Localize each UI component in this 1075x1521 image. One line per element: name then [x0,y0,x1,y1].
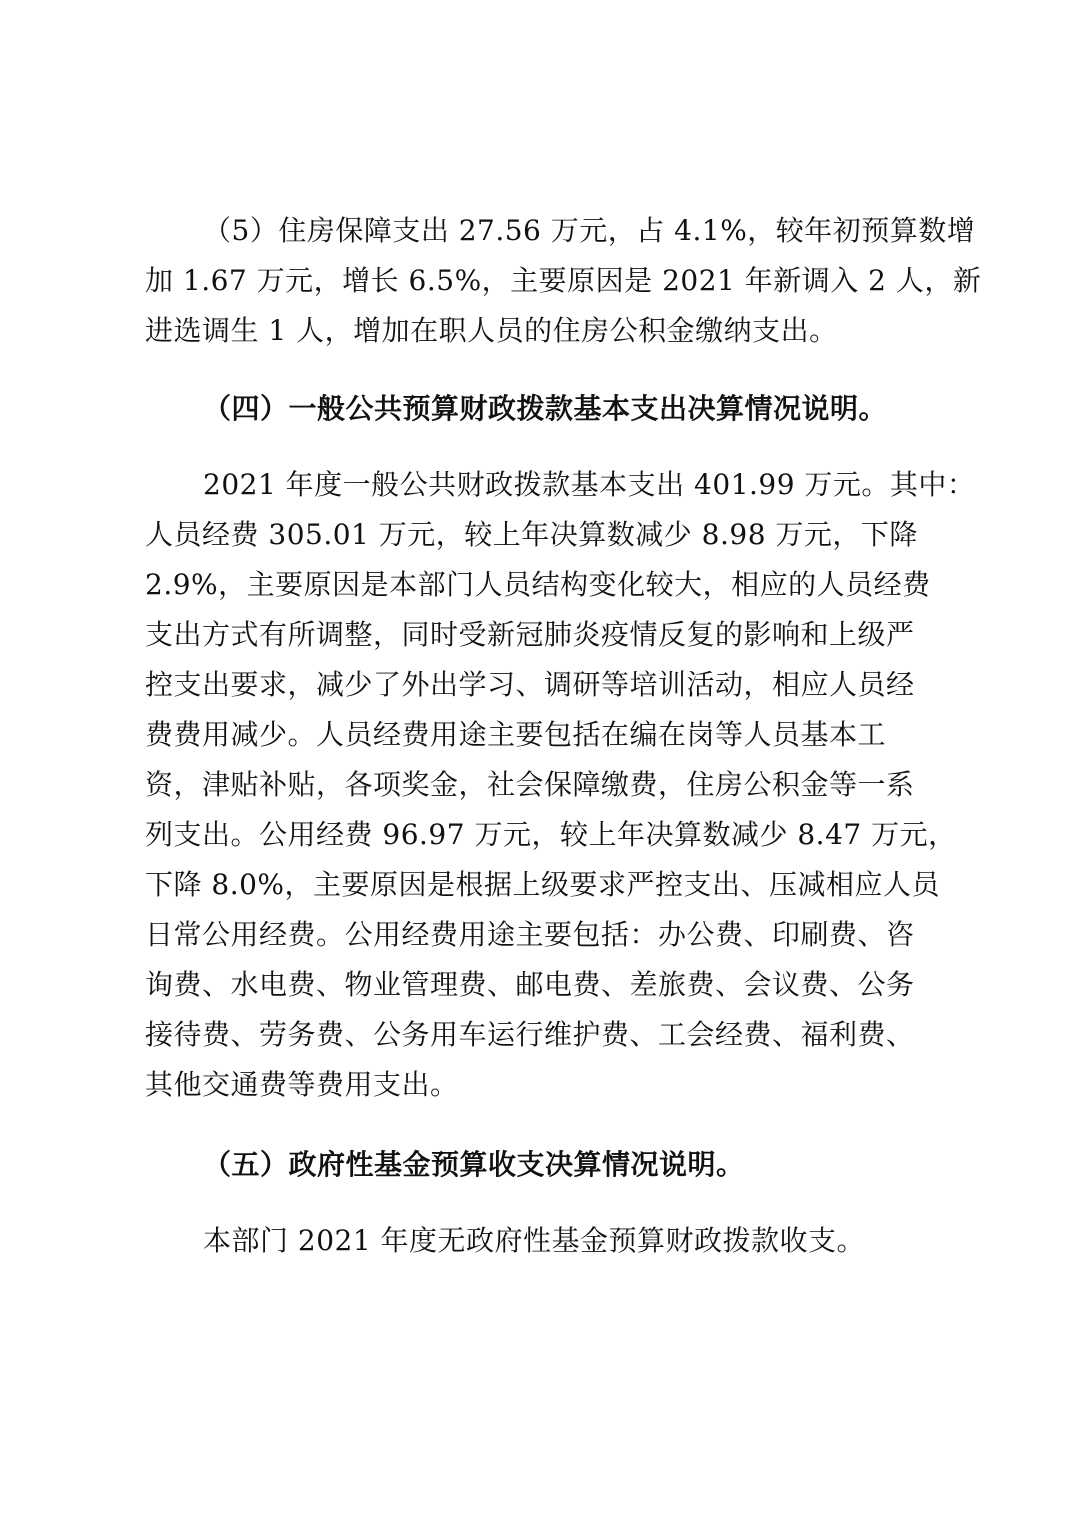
text-line: 加 1.67 万元，增长 6.5%，主要原因是 2021 年新调入 2 人，新 [145,264,982,297]
text-line: 支出方式有所调整，同时受新冠肺炎疫情反复的影响和上级严 [145,618,915,651]
text-line: （5）住房保障支出 27.56 万元，占 4.1%，较年初预算数增 [203,214,976,247]
section-heading-5: （五）政府性基金预算收支决算情况说明。 [203,1148,745,1181]
text-line: 控支出要求，减少了外出学习、调研等培训活动，相应人员经 [145,668,915,701]
paragraph-gov-fund: 本部门 2021 年度无政府性基金预算财政拨款收支。 [203,1224,866,1257]
text-line: 费费用减少。人员经费用途主要包括在编在岗等人员基本工 [145,718,887,751]
text-line: 询费、水电费、物业管理费、邮电费、差旅费、会议费、公务 [145,968,915,1001]
text-line: 其他交通费等费用支出。 [145,1068,459,1101]
text-line: 资，津贴补贴，各项奖金，社会保障缴费，住房公积金等一系 [145,768,915,801]
text-line: 2021 年度一般公共财政拨款基本支出 401.99 万元。其中： [203,468,976,501]
text-line: 下降 8.0%，主要原因是根据上级要求严控支出、压减相应人员 [145,868,941,901]
text-line: 进选调生 1 人，增加在职人员的住房公积金缴纳支出。 [145,314,838,347]
text-line: 2.9%，主要原因是本部门人员结构变化较大，相应的人员经费 [145,568,931,601]
text-line: 人员经费 305.01 万元，较上年决算数减少 8.98 万元，下降 [145,518,918,551]
text-line: 接待费、劳务费、公务用车运行维护费、工会经费、福利费、 [145,1018,915,1051]
text-line: 日常公用经费。公用经费用途主要包括：办公费、印刷费、咨 [145,918,915,951]
text-line: 列支出。公用经费 96.97 万元，较上年决算数减少 8.47 万元， [145,818,957,851]
section-heading-4: （四）一般公共预算财政拨款基本支出决算情况说明。 [203,392,888,425]
